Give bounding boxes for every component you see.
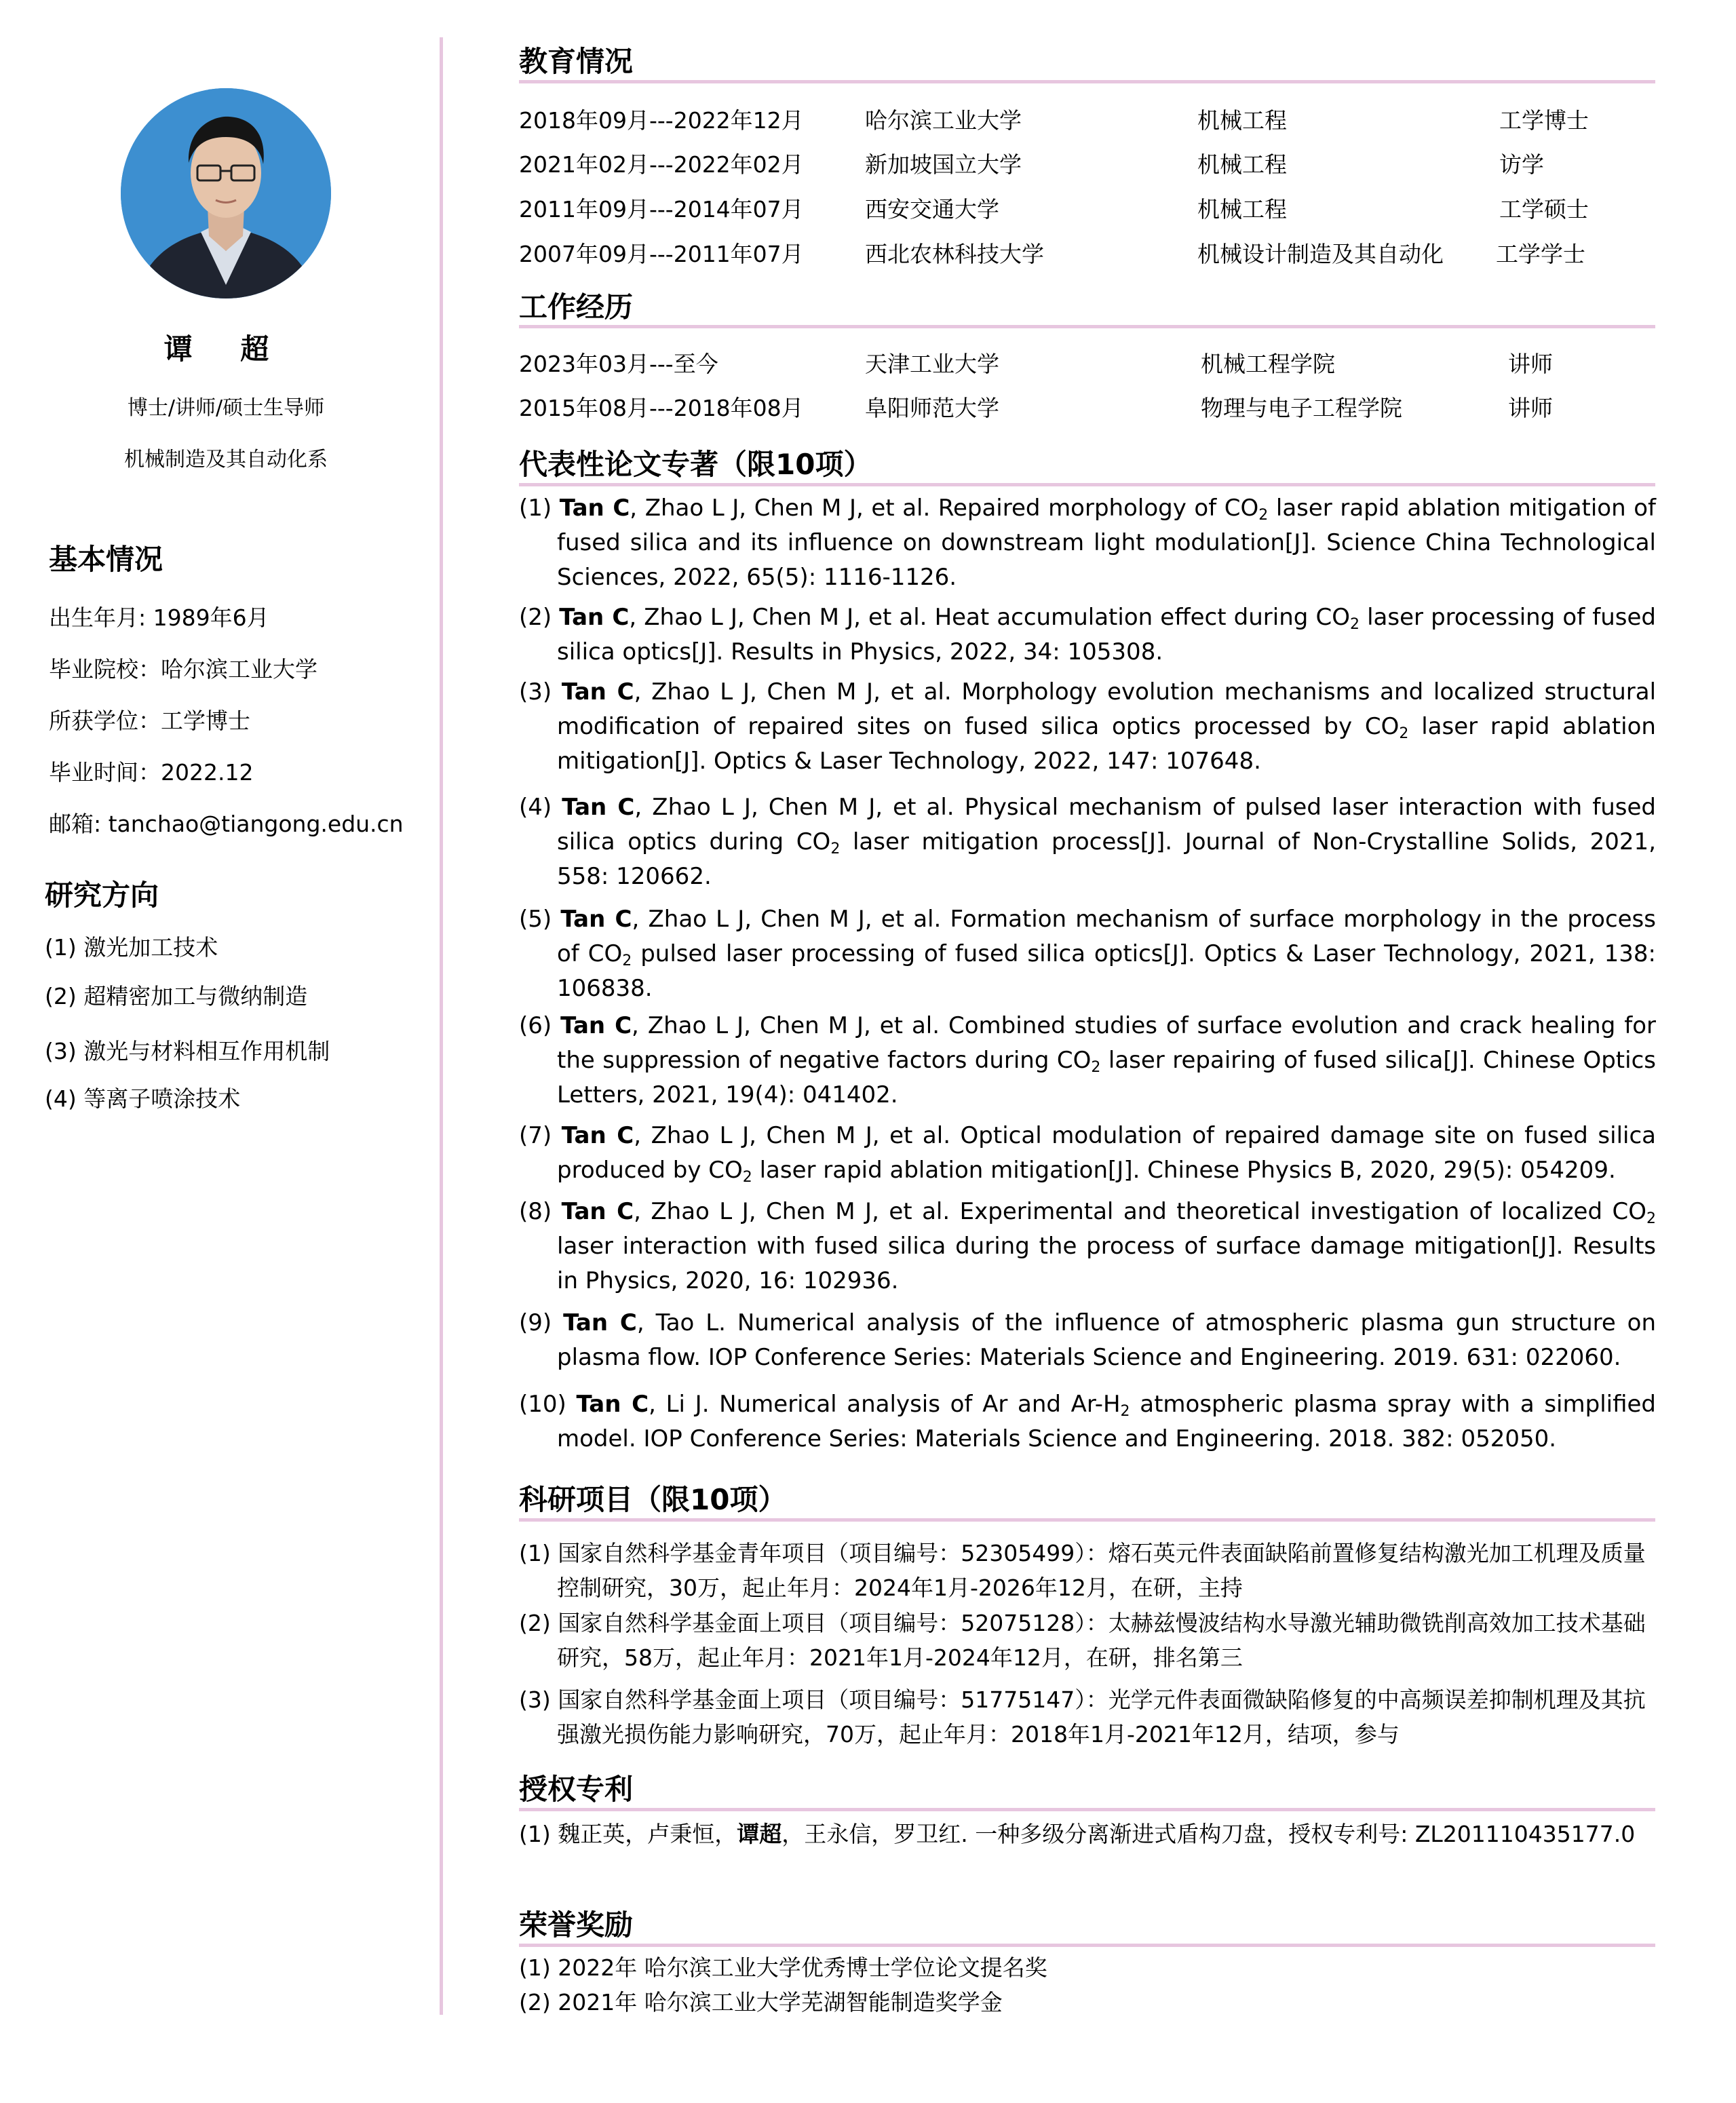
paper-entry: (8) Tan C, Zhao L J, Chen M J, et al. Experimental and theoretical investigation of localized $CO_2$ laser interaction with fused silica during the process of surface damage mitigation[J]. Results in Physics, 2020, 16: 102936. <box>519 1198 1657 1294</box>
edu-degree: 工学硕士 <box>1499 196 1589 223</box>
project-entry: (3) 国家自然科学基金面上项目（项目编号：51775147）：光学元件表面微缺陷修复的中高频误差抑制机理及其抗强激光损伤能力影响研究，70万，起止年月：2018年1月-2021年12月，结项，参与 <box>519 1686 1646 1748</box>
honor-entry: (2) 2021年 哈尔滨工业大学芜湖智能制造奖学金 <box>519 1989 1003 2015</box>
person-title: 博士/讲师/硕士生导师 <box>127 396 325 420</box>
basic-info-heading: 基本情况 <box>49 543 163 576</box>
work-role: 讲师 <box>1508 395 1553 421</box>
honors-heading: 荣誉奖励 <box>519 1908 634 1942</box>
research-item: (1) 激光加工技术 <box>45 934 218 961</box>
edu-major: 机械工程 <box>1197 107 1287 134</box>
section-rule <box>519 1518 1655 1522</box>
sidebar-divider <box>440 37 443 2015</box>
work-role: 讲师 <box>1508 351 1553 377</box>
paper-entry: (5) Tan C, Zhao L J, Chen M J, et al. Formation mechanism of surface morphology in the process of $CO_2$ pulsed laser processing of fused silica optics[J]. Optics & Laser Technology, 2021, 138: 106838. <box>519 906 1656 1002</box>
patent-entry: (1) 魏正英，卢秉恒，谭超，王永信，罗卫红. 一种多级分离渐进式盾构刀盘，授权专利号: ZL201110435177.0 <box>519 1821 1636 1847</box>
profile-photo <box>121 88 331 298</box>
section-rule <box>519 325 1655 328</box>
edu-major: 机械工程 <box>1197 196 1287 223</box>
paper-entry: (10) Tan C, Li J. Numerical analysis of Ar and $Ar-H_2$ atmospheric plasma spray with a simplified model. IOP Conference Series: Materials Science and Engineering. 2018. 382: 052050. <box>519 1391 1657 1452</box>
paper-entry: (2) Tan C, Zhao L J, Chen M J, et al. Heat accumulation effect during $CO_2$ laser processing of fused silica optics[J]. Results in Physics, 2022, 34: 105308. <box>519 604 1657 665</box>
edu-major: 机械设计制造及其自动化 <box>1197 241 1444 267</box>
patents-heading: 授权专利 <box>519 1773 634 1806</box>
sidebar <box>0 0 441 2103</box>
edu-major: 机械工程 <box>1197 151 1287 178</box>
degree: 所获学位：工学博士 <box>49 708 250 734</box>
edu-degree: 访学 <box>1499 151 1544 178</box>
projects-heading: 科研项目（限10项） <box>519 1483 787 1516</box>
graduate-school: 毕业院校：哈尔滨工业大学 <box>49 656 317 682</box>
section-rule <box>519 483 1655 486</box>
work-org: 阜阳师范大学 <box>865 395 999 421</box>
portrait-image <box>121 88 331 298</box>
paper-entry: (1) Tan C, Zhao L J, Chen M J, et al. Repaired morphology of $CO_2$ laser rapid ablation mitigation of fused silica and its influence on downstream light modulation[J]. Science China Technological Sciences, 2022, 65(5): 1116-1126. <box>519 495 1657 591</box>
edu-school: 哈尔滨工业大学 <box>865 107 1022 134</box>
work-dept: 物理与电子工程学院 <box>1201 395 1402 421</box>
work-period: 2023年03月---至今 <box>519 351 718 377</box>
work-heading: 工作经历 <box>519 290 634 324</box>
birth-date: 出生年月: 1989年6月 <box>49 604 269 631</box>
papers-heading: 代表性论文专著（限10项） <box>519 448 872 481</box>
work-org: 天津工业大学 <box>865 351 999 377</box>
person-name: 谭 超 <box>163 332 288 366</box>
project-entry: (1) 国家自然科学基金青年项目（项目编号：52305499）：熔石英元件表面缺陷前置修复结构激光加工机理及质量控制研究，30万，起止年月：2024年1月-2026年12月，在研，主持 <box>519 1540 1646 1601</box>
research-item: (2) 超精密加工与微纳制造 <box>45 983 308 1009</box>
person-department: 机械制造及其自动化系 <box>124 448 328 471</box>
edu-period: 2021年02月---2022年02月 <box>519 151 804 178</box>
edu-degree: 工学学士 <box>1496 241 1585 267</box>
work-period: 2015年08月---2018年08月 <box>519 395 804 421</box>
research-heading: 研究方向 <box>45 879 159 912</box>
email: 邮箱: tanchao@tiangong.edu.cn <box>49 811 404 837</box>
section-rule <box>519 1944 1655 1947</box>
research-item: (4) 等离子喷涂技术 <box>45 1085 241 1112</box>
paper-entry: (4) Tan C, Zhao L J, Chen M J, et al. Physical mechanism of pulsed laser interaction with fused silica optics during $CO_2$ laser mitigation process[J]. Journal of Non-Crystalline Solids, 2021, 558: 120662. <box>519 794 1657 890</box>
edu-degree: 工学博士 <box>1499 107 1589 134</box>
paper-entry: (6) Tan C, Zhao L J, Chen M J, et al. Combined studies of surface evolution and crack healing for the suppression of negative factors during $CO_2$ laser repairing of fused silica[J]. Chinese Optics Letters, 2021, 19(4): 041402. <box>519 1012 1657 1108</box>
education-heading: 教育情况 <box>519 45 634 78</box>
work-dept: 机械工程学院 <box>1201 351 1335 377</box>
paper-entry: (3) Tan C, Zhao L J, Chen M J, et al. Morphology evolution mechanisms and localized structural modification of repaired sites on fused silica optics processed by $CO_2$ laser rapid ablation mitigation[J]. Optics & Laser Technology, 2022, 147: 107648. <box>519 678 1657 775</box>
research-item: (3) 激光与材料相互作用机制 <box>45 1038 330 1064</box>
paper-entry: (9) Tan C, Tao L. Numerical analysis of the influence of atmospheric plasma gun structure on plasma flow. IOP Conference Series: Materials Science and Engineering. 2019. 631: 022060. <box>519 1309 1656 1371</box>
section-rule <box>519 80 1655 83</box>
graduation-time: 毕业时间：2022.12 <box>49 759 254 786</box>
honor-entry: (1) 2022年 哈尔滨工业大学优秀博士学位论文提名奖 <box>519 1954 1047 1981</box>
edu-period: 2018年09月---2022年12月 <box>519 107 804 134</box>
edu-period: 2007年09月---2011年07月 <box>519 241 804 267</box>
edu-period: 2011年09月---2014年07月 <box>519 196 804 223</box>
project-entry: (2) 国家自然科学基金面上项目（项目编号：52075128）：太赫兹慢波结构水导激光辅助微铣削高效加工技术基础研究，58万，起止年月：2021年1月-2024年12月，在研，排名第三 <box>519 1610 1646 1671</box>
paper-entry: (7) Tan C, Zhao L J, Chen M J, et al. Optical modulation of repaired damage site on fused silica produced by $CO_2$ laser rapid ablation mitigation[J]. Chinese Physics B, 2020, 29(5): 054209. <box>519 1122 1657 1186</box>
section-rule <box>519 1808 1655 1811</box>
edu-school: 西北农林科技大学 <box>865 241 1044 267</box>
edu-school: 西安交通大学 <box>865 196 999 223</box>
edu-school: 新加坡国立大学 <box>865 151 1022 178</box>
